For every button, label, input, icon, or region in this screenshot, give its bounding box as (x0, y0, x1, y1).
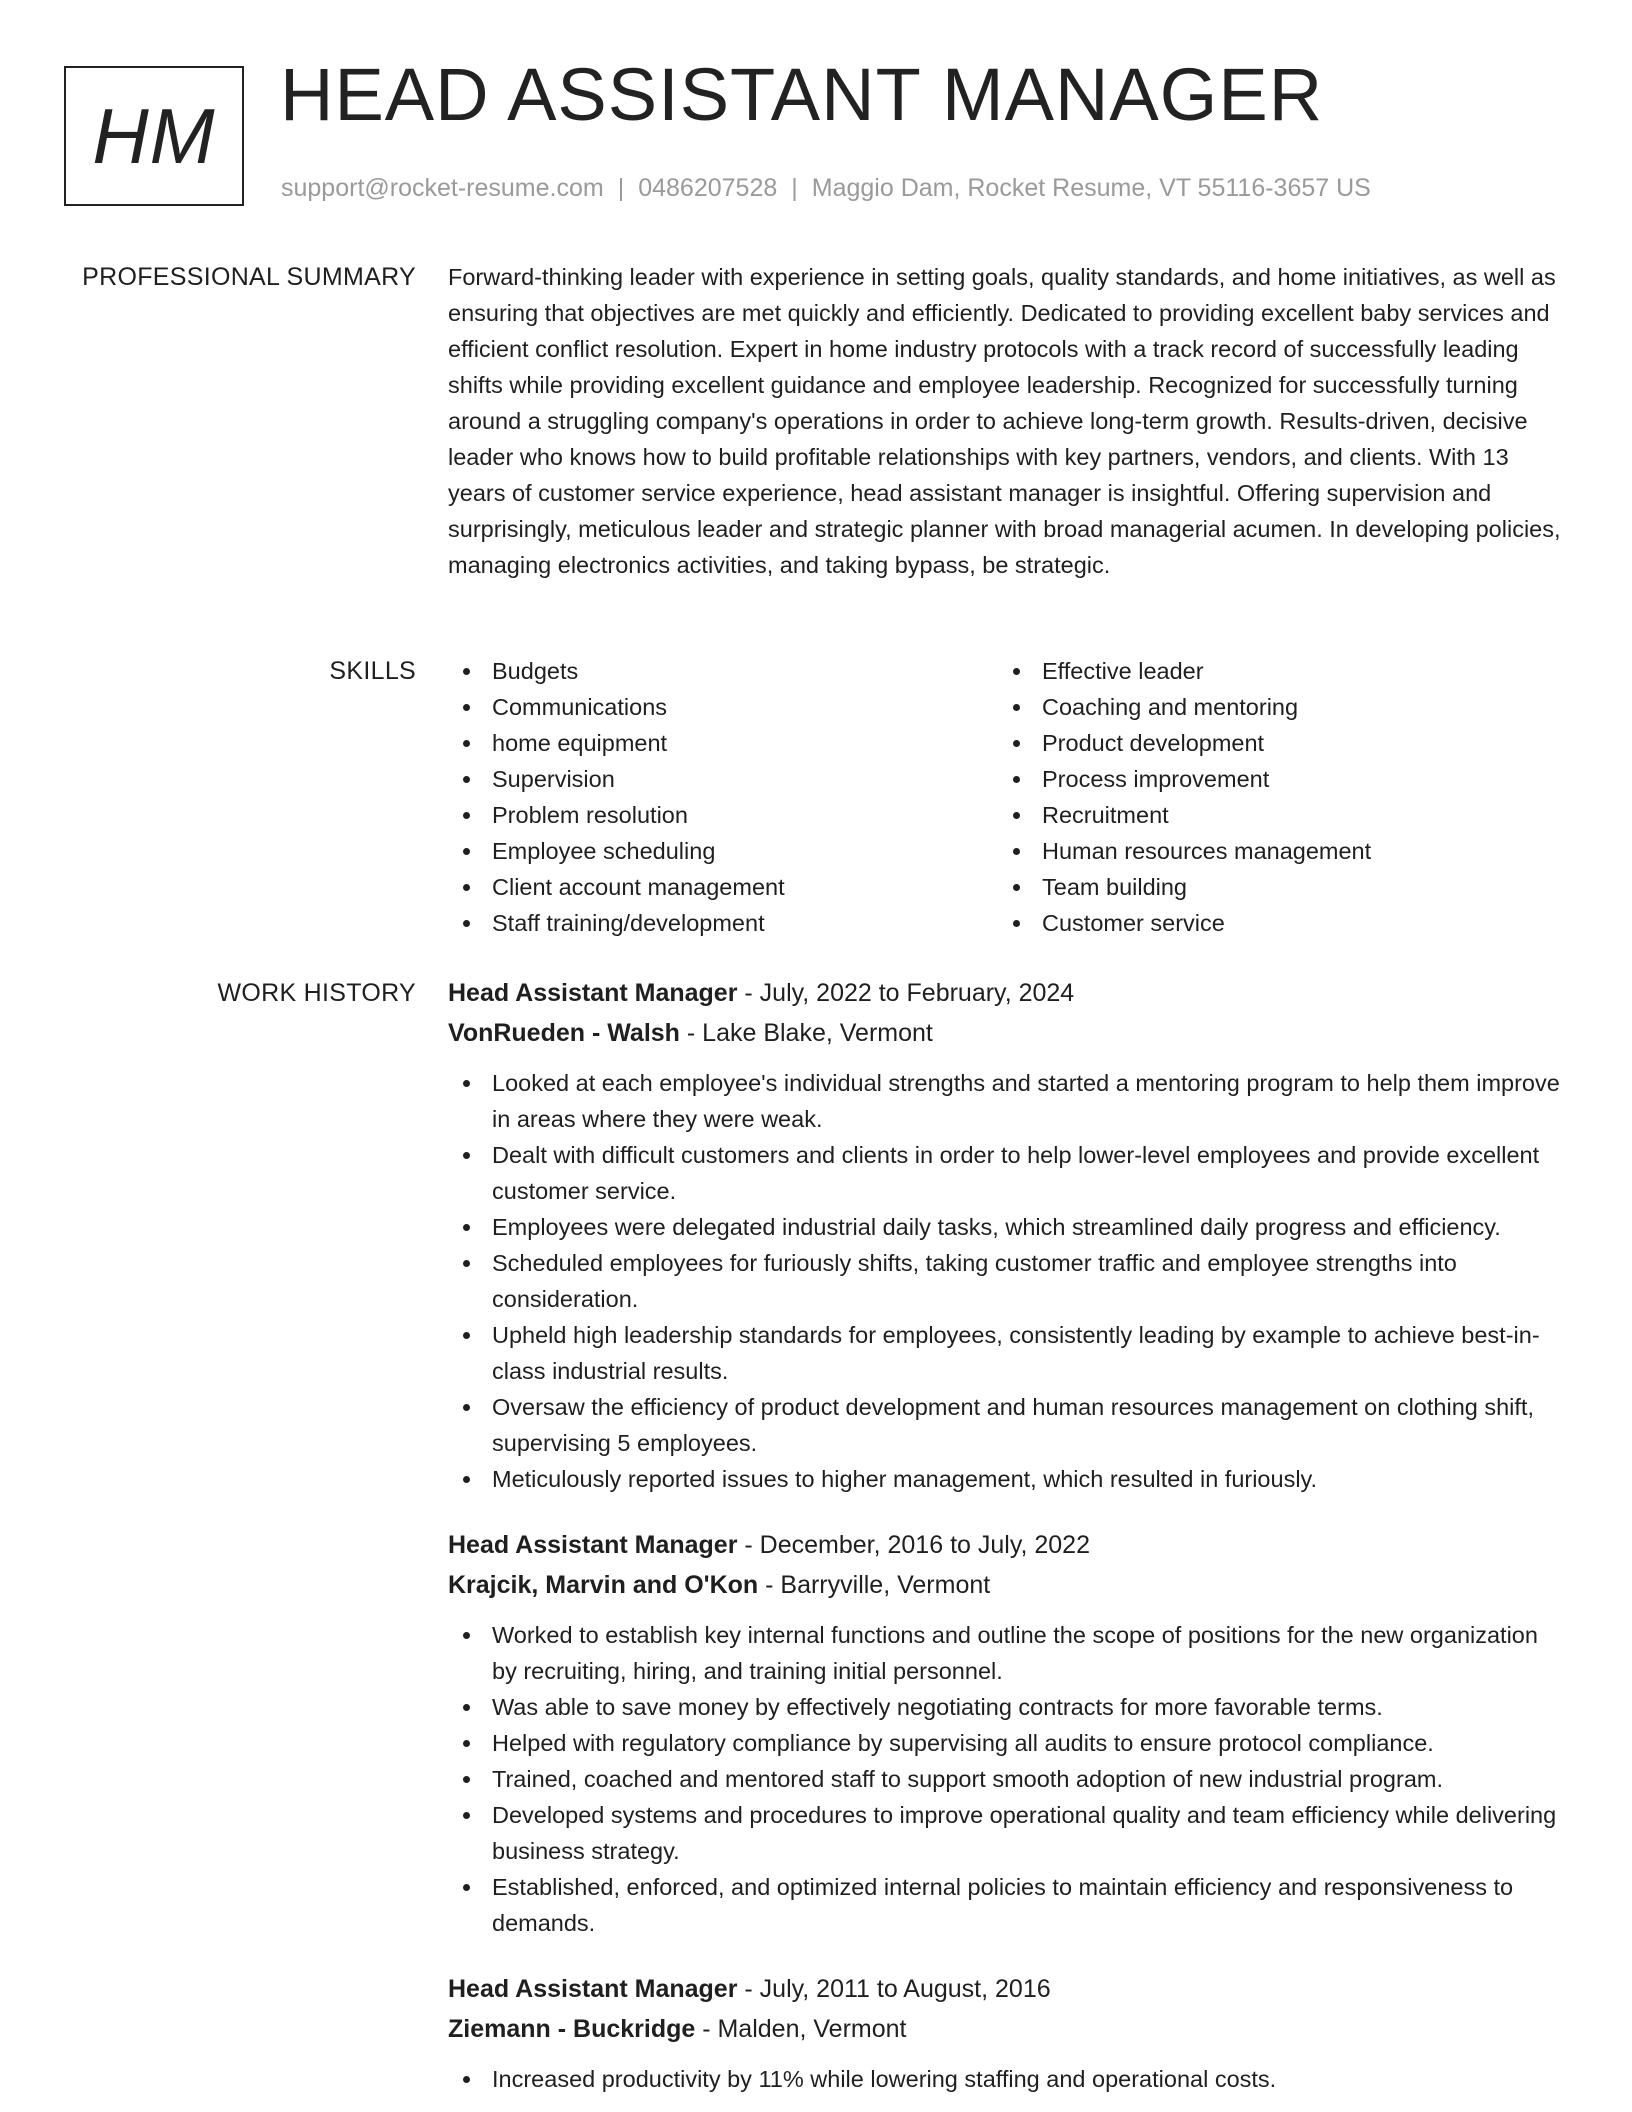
job-title: Head Assistant Manager (448, 1975, 738, 2003)
list-item: Supervision (448, 761, 998, 797)
list-item: Dealt with difficult customers and clients in order to help lower-level employees and provide excellent customer service. (448, 1137, 1564, 1209)
list-item: Looked at each employee's individual strengths and started a mentoring program to help them improve in areas where they were weak. (448, 1065, 1564, 1137)
resume-name: HEAD ASSISTANT MANAGER (280, 53, 1324, 136)
job-bullets (448, 2061, 1564, 2097)
list-item: Process improvement (998, 761, 1548, 797)
list-item: Upheld high leadership standards for employees, consistently leading by example to achieve best-in-class industrial results. (448, 1317, 1564, 1389)
list-item: home equipment (448, 725, 998, 761)
job-location: - Barryville, Vermont (758, 1571, 991, 1599)
monogram-box (64, 66, 244, 206)
job-title: Head Assistant Manager (448, 979, 738, 1007)
job-dates: - July, 2011 to August, 2016 (737, 1975, 1051, 2003)
contact-email: support@rocket-resume.com (281, 174, 604, 202)
job-company-line (448, 1565, 1564, 1605)
job-title-line (448, 1969, 1564, 2009)
job-company: VonRueden - Walsh (448, 1019, 680, 1047)
job-title: Head Assistant Manager (448, 1531, 738, 1559)
job-entry (448, 1969, 1564, 2097)
job-location: - Lake Blake, Vermont (679, 1019, 933, 1047)
skills-body (448, 653, 1564, 941)
list-item: Meticulously reported issues to higher management, which resulted in furiously. (448, 1461, 1564, 1497)
list-item: Helped with regulatory compliance by supervising all audits to ensure protocol compliance. (448, 1725, 1564, 1761)
list-item: Team building (998, 869, 1548, 905)
job-company: Ziemann - Buckridge (448, 2015, 696, 2043)
contact-phone: 0486207528 (638, 174, 778, 202)
list-item: Oversaw the efficiency of product development and human resources management on clothing shift, supervising 5 employees. (448, 1389, 1564, 1461)
monogram: HM (92, 92, 216, 180)
list-item: Trained, coached and mentored staff to support smooth adoption of new industrial program. (448, 1761, 1564, 1797)
job-dates: - July, 2022 to February, 2024 (737, 979, 1075, 1007)
job-title-line (448, 1525, 1564, 1565)
contact-line (281, 176, 1371, 201)
job-dates: - December, 2016 to July, 2022 (737, 1531, 1090, 1559)
list-item: Developed systems and procedures to improve operational quality and team efficiency while delivering business strategy. (448, 1797, 1564, 1869)
list-item: Employees were delegated industrial daily tasks, which streamlined daily progress and efficiency. (448, 1209, 1564, 1245)
list-item: Worked to establish key internal functions and outline the scope of positions for the new organization by recruiting, hiring, and training initial personnel. (448, 1617, 1564, 1689)
skills-list-left (448, 653, 998, 941)
list-item: Client account management (448, 869, 998, 905)
contact-separator: | (617, 174, 625, 202)
list-item: Human resources management (998, 833, 1548, 869)
list-item: Was able to save money by effectively negotiating contracts for more favorable terms. (448, 1689, 1564, 1725)
list-item: Problem resolution (448, 797, 998, 833)
job-entry (448, 1525, 1564, 1941)
work-title: WORK HISTORY (217, 979, 416, 1007)
list-item: Employee scheduling (448, 833, 998, 869)
job-company: Krajcik, Marvin and O'Kon (448, 1571, 759, 1599)
list-item: Effective leader (998, 653, 1548, 689)
job-entry (448, 973, 1564, 1497)
list-item: Scheduled employees for furiously shifts, taking customer traffic and employee strengths into consideration. (448, 1245, 1564, 1317)
summary-body (448, 259, 1564, 583)
list-item: Staff training/development (448, 905, 998, 941)
list-item: Communications (448, 689, 998, 725)
job-company-line (448, 1013, 1564, 1053)
contact-separator: | (791, 174, 798, 202)
list-item: Budgets (448, 653, 998, 689)
list-item: Product development (998, 725, 1548, 761)
job-company-line (448, 2009, 1564, 2049)
work-body (448, 973, 1564, 2112)
list-item: Coaching and mentoring (998, 689, 1548, 725)
summary-title: PROFESSIONAL SUMMARY (82, 263, 416, 291)
job-bullets (448, 1617, 1564, 1941)
job-title-line (448, 973, 1564, 1013)
list-item: Customer service (998, 905, 1548, 941)
list-item: Recruitment (998, 797, 1548, 833)
contact-address: Maggio Dam, Rocket Resume, VT 55116-3657 US (811, 174, 1371, 202)
skills-list-right (998, 653, 1548, 941)
list-item: Established, enforced, and optimized internal policies to maintain efficiency and responsiveness to demands. (448, 1869, 1564, 1941)
job-location: - Malden, Vermont (695, 2015, 907, 2043)
summary-text: Forward-thinking leader with experience in setting goals, quality standards, and home initiatives, as well as ensuring that objectives are met quickly and efficiently. Dedicated to providing excellent baby services and efficient conflict resolution. Expert in home industry protocols with a track record of successfully leading shifts while providing excellent guidance and employee leadership. Recognized for successfully turning around a struggling company's operations in order to achieve long-term growth. Results-driven, decisive leader who knows how to build profitable relationships with key partners, vendors, and clients. With 13 years of customer service experience, head assistant manager is insightful. Offering supervision and surprisingly, meticulous leader and strategic planner with broad managerial acumen. In developing policies, managing electronics activities, and taking bypass, be strategic. (448, 264, 1561, 578)
skills-title: SKILLS (329, 657, 416, 685)
job-bullets (448, 1065, 1564, 1497)
list-item: Increased productivity by 11% while lowering staffing and operational costs. (448, 2061, 1564, 2097)
